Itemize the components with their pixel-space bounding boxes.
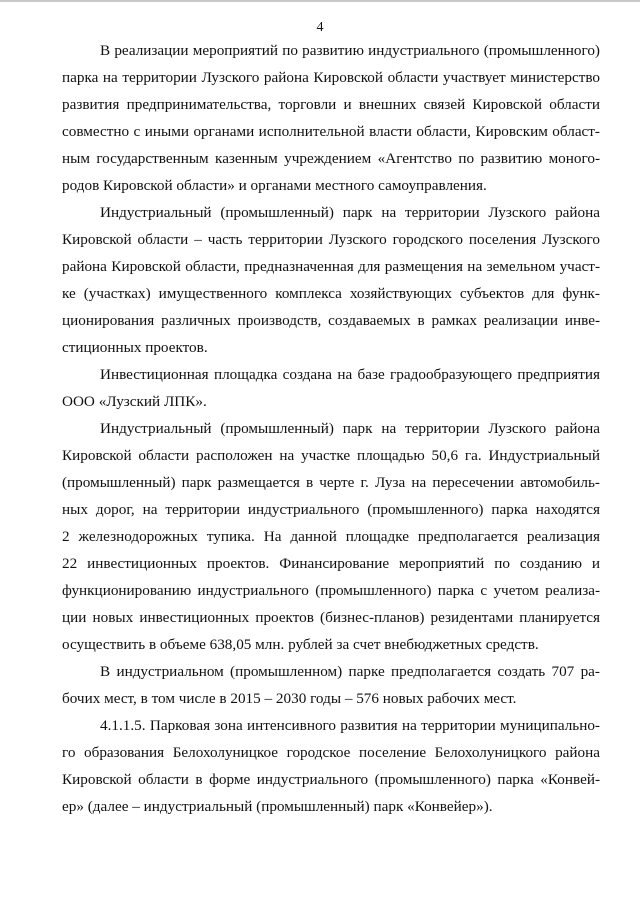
- text-line: ным государственным казенным учреждением «Агентство по развитию моного-: [62, 150, 600, 167]
- text-line: стиционных проектов.: [62, 339, 208, 356]
- text-line: Инвестиционная площадка создана на базе градообразующего предприятия: [100, 366, 600, 383]
- text-line: Кировской области расположен на участке площадью 50,6 га. Индустриальный: [62, 447, 600, 464]
- text-line: района Кировской области, предназначенная для размещения на земельном участ-: [62, 258, 600, 275]
- text-line: развития предпринимательства, торговли и внешних связей Кировской области: [62, 96, 600, 113]
- text-line: ер» (далее – индустриальный (промышленный) парк «Конвейер»).: [62, 798, 493, 815]
- text-line: (промышленный) парк размещается в черте г. Луза на пересечении автомобиль-: [62, 474, 600, 491]
- paragraph-investment-site: [62, 361, 600, 415]
- text-line: совместно с иными органами исполнительной власти области, Кировским област-: [62, 123, 600, 140]
- text-line: ООО «Лузский ЛПК».: [62, 393, 207, 410]
- text-line: В реализации мероприятий по развитию индустриального (промышленного): [100, 42, 600, 59]
- page-number: 4: [316, 20, 324, 35]
- text-line: 2 железнодорожных тупика. На данной площадке предполагается реализация: [62, 528, 600, 545]
- text-line: Кировской области в форме индустриального (промышленного) парка «Конвей-: [62, 771, 600, 788]
- text-line: Индустриальный (промышленный) парк на территории Лузского района: [100, 420, 600, 437]
- page-top-edge: [0, 0, 640, 2]
- paragraph-section-4-1-1-5: [62, 712, 600, 820]
- text-line: бочих мест, в том числе в 2015 – 2030 годы – 576 новых рабочих мест.: [62, 690, 517, 707]
- paragraph-park-definition: [62, 199, 600, 361]
- text-line: функционированию индустриального (промышленного) парка с учетом реализа-: [62, 582, 600, 599]
- text-line: ке (участках) имущественного комплекса хозяйствующих субъектов для функ-: [62, 285, 600, 302]
- text-line: Кировской области – часть территории Лузского городского поселения Лузского: [62, 231, 600, 248]
- text-line: В индустриальном (промышленном) парке предполагается создать 707 ра-: [100, 663, 600, 680]
- text-line: родов Кировской области» и органами местного самоуправления.: [62, 177, 487, 194]
- text-line: ных дорог, на территории индустриального (промышленного) парка находятся: [62, 501, 600, 518]
- text-line: ционирования различных производств, создаваемых в рамках реализации инве-: [62, 312, 600, 329]
- text-line: 4.1.1.5. Парковая зона интенсивного развития на территории муниципально-: [100, 717, 600, 734]
- text-line: 22 инвестиционных проектов. Финансирование мероприятий по созданию и: [62, 555, 600, 572]
- paragraph-jobs: [62, 658, 600, 712]
- text-line: Индустриальный (промышленный) парк на территории Лузского района: [100, 204, 600, 221]
- paragraph-ministry-participation: [62, 37, 600, 199]
- text-line: го образования Белохолуницкое городское поселение Белохолуницкого района: [62, 744, 600, 761]
- paragraph-park-location: [62, 415, 600, 658]
- text-line: осуществить в объеме 638,05 млн. рублей за счет внебюджетных средств.: [62, 636, 539, 653]
- document-body: [62, 37, 600, 820]
- text-line: парка на территории Лузского района Кировской области участвует министерство: [62, 69, 600, 86]
- text-line: ции новых инвестиционных проектов (бизнес-планов) резидентами планируется: [62, 609, 600, 626]
